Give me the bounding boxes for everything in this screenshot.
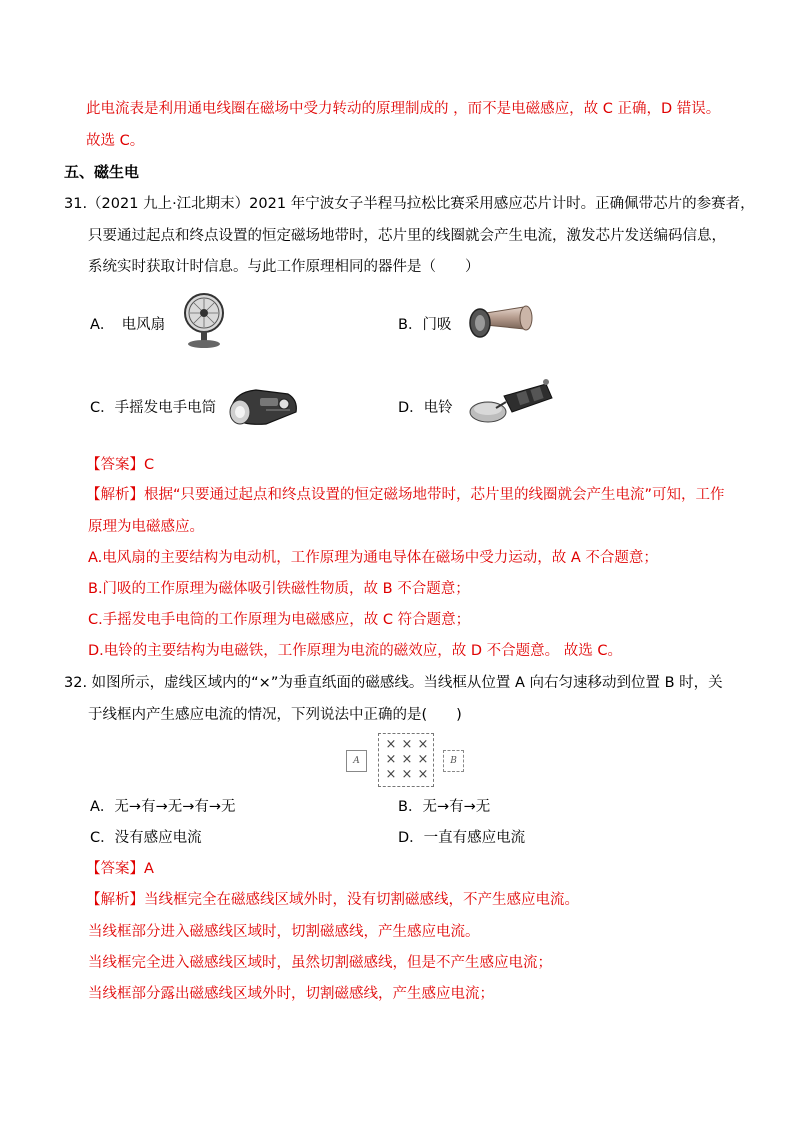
q32-stem-line2: 于线框内产生感应电流的情况，下列说法中正确的是( ) <box>88 707 462 723</box>
field-cross: × <box>417 767 429 782</box>
q32-analysis-line3: 当线框完全进入磁感线区域时，虽然切割磁感线，但是不产生感应电流； <box>88 955 552 971</box>
q31-analysis-line2: 原理为电磁感应。 <box>88 519 204 535</box>
q31-option-d: D．电铃 <box>398 400 453 416</box>
q31-option-a: A． 电风扇 <box>90 317 166 333</box>
q31-analysis-d: D.电铃的主要结构为电磁铁，工作原理为电流的磁效应，故 D 不合题意。 故选 C。 <box>88 643 622 659</box>
q31-option-b: B．门吸 <box>398 317 452 333</box>
field-cross: × <box>401 767 413 782</box>
prev-analysis-line: 此电流表是利用通电线圈在磁场中受力转动的原理制成的 ，而不是电磁感应，故 C 正确，D 错误。 <box>86 101 721 117</box>
q32-stem-line1: 32. 如图所示，虚线区域内的“×”为垂直纸面的磁感线。当线框从位置 A 向右匀速移动到位置 B 时，关 <box>64 675 723 691</box>
q32-option-a: A．无→有→无→有→无 <box>90 799 236 815</box>
q31-stem-line1: 31.（2021 九上·江北期末）2021 年宁波女子半程马拉松比赛采用感应芯片计时。正确佩带芯片的参赛者， <box>64 196 755 212</box>
field-cross: × <box>385 752 397 767</box>
frame-position-a: A <box>346 750 367 772</box>
q32-option-b: B．无→有→无 <box>398 799 491 815</box>
q31-analysis-line1: 【解析】根据“只要通过起点和终点设置的恒定磁场地带时，芯片里的线圈就会产生电流”可知，工作 <box>86 487 725 503</box>
q31-analysis-a: A.电风扇的主要结构为电动机，工作原理为通电导体在磁场中受力运动，故 A 不合题意； <box>88 550 658 566</box>
electric-fan-image <box>182 291 226 353</box>
q31-stem-line2: 只要通过起点和终点设置的恒定磁场地带时，芯片里的线圈就会产生电流，激发芯片发送编码信息， <box>88 228 726 244</box>
q32-analysis-line1: 【解析】当线框完全在磁感线区域外时，没有切割磁感线，不产生感应电流。 <box>86 892 579 908</box>
field-cross: × <box>385 737 397 752</box>
field-cross: × <box>401 752 413 767</box>
prev-conclusion: 故选 C。 <box>86 133 145 149</box>
q32-analysis-line4: 当线框部分露出磁感线区域外时，切割磁感线，产生感应电流； <box>88 986 494 1002</box>
q32-answer: 【答案】A <box>86 861 154 877</box>
q31-analysis-b: B.门吸的工作原理为磁体吸引铁磁性物质，故 B 不合题意； <box>88 581 470 597</box>
magnetic-field-region <box>378 733 434 787</box>
section-title: 五、磁生电 <box>64 163 140 181</box>
electric-bell-image <box>466 376 558 432</box>
hand-crank-flashlight-image <box>226 380 302 436</box>
q32-analysis-line2: 当线框部分进入磁感线区域时，切割磁感线，产生感应电流。 <box>88 924 480 940</box>
field-cross: × <box>401 737 413 752</box>
field-cross: × <box>417 752 429 767</box>
q31-analysis-c: C.手摇发电手电筒的工作原理为电磁感应，故 C 符合题意； <box>88 612 471 628</box>
field-cross: × <box>417 737 429 752</box>
frame-position-b: B <box>443 750 464 772</box>
q31-answer: 【答案】C <box>86 457 155 473</box>
door-stopper-image <box>466 295 536 351</box>
q31-stem-line3: 系统实时获取计时信息。与此工作原理相同的器件是（ ） <box>88 259 480 275</box>
q32-option-c: C．没有感应电流 <box>90 830 202 846</box>
q32-option-d: D．一直有感应电流 <box>398 830 526 846</box>
q31-option-c: C．手摇发电手电筒 <box>90 400 217 416</box>
q32-figure <box>342 731 466 787</box>
field-cross: × <box>385 767 397 782</box>
